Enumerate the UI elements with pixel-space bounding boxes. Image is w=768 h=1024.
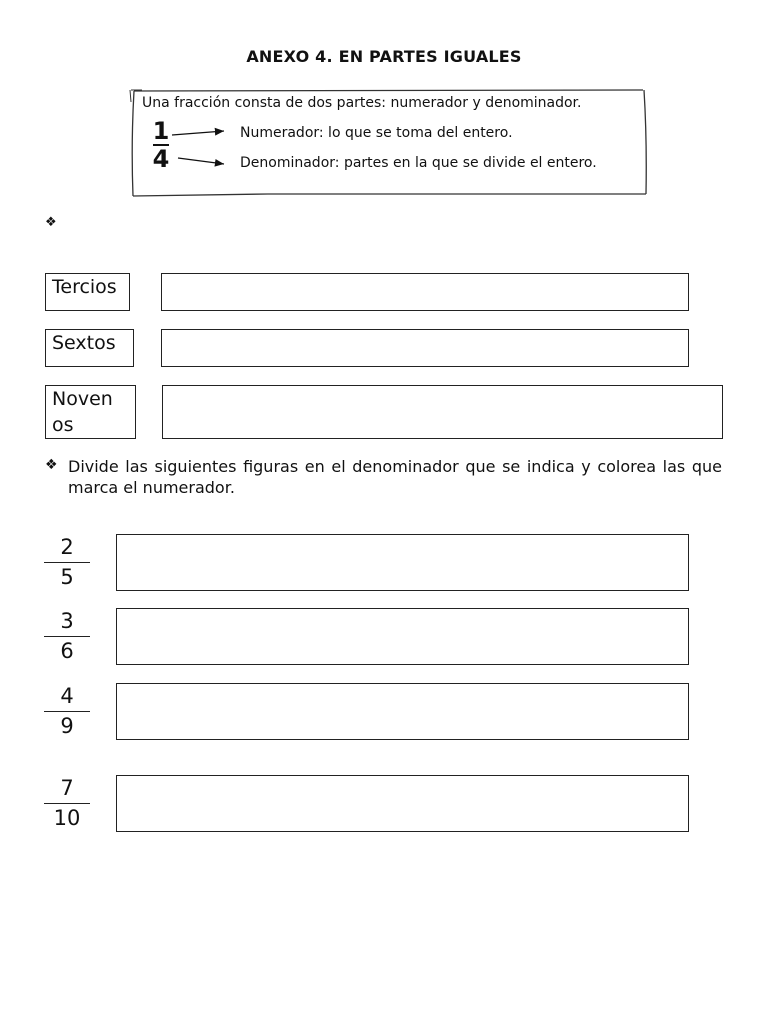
denominator-definition: Denominador: partes en la que se divide el entero. xyxy=(240,155,597,171)
label-sextos xyxy=(45,329,134,367)
example-numerator: 1 xyxy=(152,117,170,145)
figure-box-4-9[interactable] xyxy=(116,683,689,740)
fraction-numerator: 7 xyxy=(60,776,74,800)
fraction-bar xyxy=(44,562,90,563)
label-novenos-line2: os xyxy=(52,414,74,436)
fraction-3-6 xyxy=(44,608,90,665)
bullet-icon: ❖ xyxy=(45,215,57,230)
instruction-text: Divide las siguientes figuras en el denominador que se indica y colorea las que marca el numerador. xyxy=(68,457,722,497)
fraction-7-10 xyxy=(44,775,90,832)
answer-box-sextos[interactable] xyxy=(161,329,689,367)
figure-box-3-6[interactable] xyxy=(116,608,689,665)
answer-box-tercios[interactable] xyxy=(161,273,689,311)
fraction-denominator: 6 xyxy=(60,639,74,663)
label-tercios xyxy=(45,273,130,311)
figure-box-7-10[interactable] xyxy=(116,775,689,832)
answer-box-novenos[interactable] xyxy=(162,385,723,439)
figure-box-2-5[interactable] xyxy=(116,534,689,591)
fraction-numerator: 4 xyxy=(60,684,74,708)
label-sextos-text: Sextos xyxy=(52,332,116,354)
page-title: ANEXO 4. EN PARTES IGUALES xyxy=(246,47,522,66)
fraction-bar xyxy=(44,636,90,637)
numerator-definition: Numerador: lo que se toma del entero. xyxy=(240,125,513,141)
example-denominator: 4 xyxy=(152,145,170,173)
fraction-denominator: 10 xyxy=(53,806,81,830)
fraction-2-5 xyxy=(44,534,90,591)
definition-intro: Una fracción consta de dos partes: numerador y denominador. xyxy=(142,95,582,111)
label-novenos xyxy=(45,385,136,439)
fraction-numerator: 3 xyxy=(60,609,74,633)
arrows-icon xyxy=(168,122,234,172)
label-novenos-line1: Noven xyxy=(52,388,113,410)
fraction-denominator: 9 xyxy=(60,714,74,738)
instruction-bullet-icon: ❖ xyxy=(45,457,58,473)
fraction-bar xyxy=(44,711,90,712)
fraction-4-9 xyxy=(44,683,90,740)
fraction-bar xyxy=(44,803,90,804)
fraction-denominator: 5 xyxy=(60,565,74,589)
fraction-numerator: 2 xyxy=(60,535,74,559)
label-tercios-text: Tercios xyxy=(52,276,117,298)
